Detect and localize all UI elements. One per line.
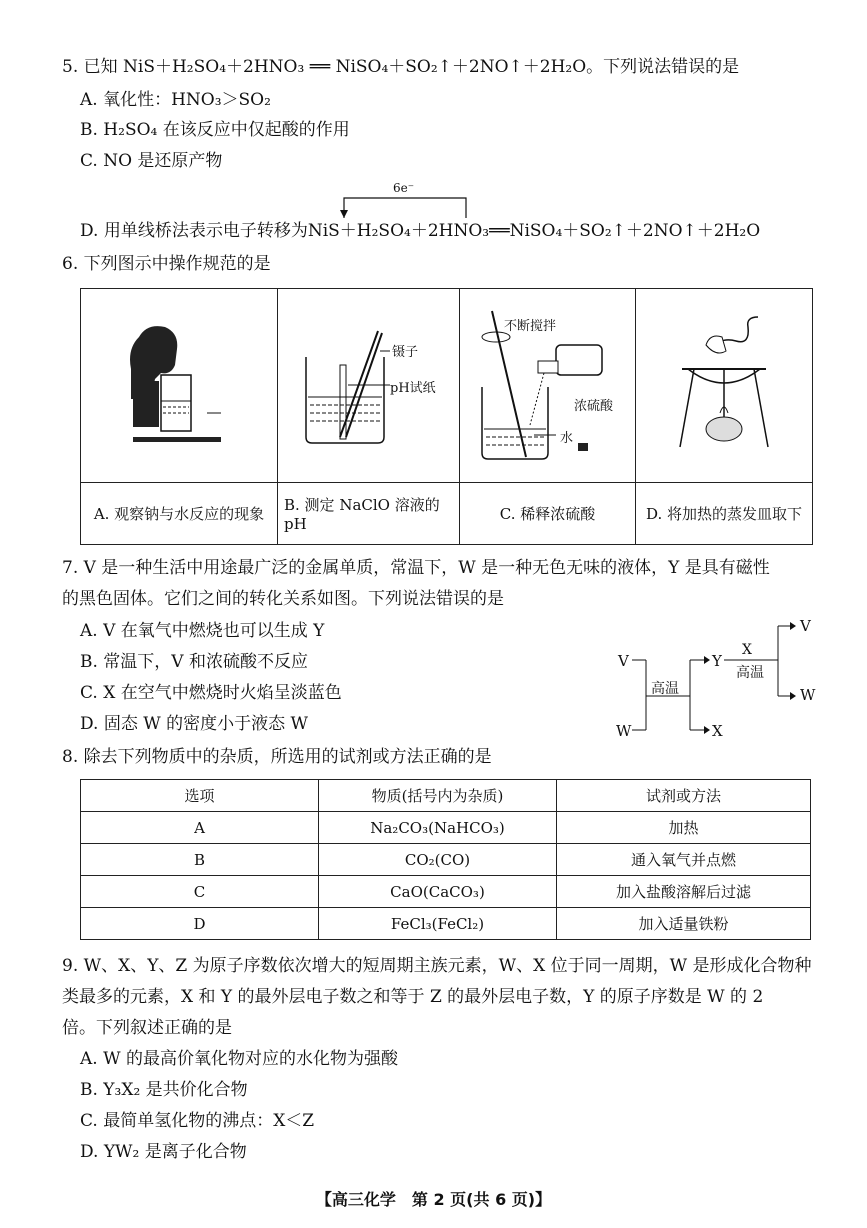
stir-label: 不断搅拌 <box>504 319 557 334</box>
q5-option-c: C. NO 是还原产物 <box>80 151 223 171</box>
q9-stem-line3: 倍。下列叙述正确的是 <box>62 1018 232 1038</box>
table-row <box>81 812 811 844</box>
evaporating-dish-figure <box>636 289 812 482</box>
q6-caption-b: B. 测定 NaClO 溶液的 pH <box>278 482 459 544</box>
q9-option-a: A. W 的最高价氧化物对应的水化物为强酸 <box>80 1049 398 1069</box>
header-method: 试剂或方法 <box>557 780 811 812</box>
header-substance: 物质(括号内为杂质) <box>319 780 557 812</box>
electron-count-label: 6e⁻ <box>393 181 415 195</box>
q6-figure-table <box>80 288 813 545</box>
q6-caption-d: D. 将加热的蒸发皿取下 <box>636 482 812 544</box>
table-header-row <box>81 780 811 812</box>
row-b-substance: CO₂(CO) <box>319 844 557 876</box>
q5-stem: 5. 已知 NiS＋H₂SO₄＋2HNO₃ ══ NiSO₄＋SO₂↑＋2NO↑＋2H₂O。下列说法错误的是 <box>62 57 740 77</box>
row-a-method: 加热 <box>557 812 811 844</box>
row-b-method: 通入氧气并点燃 <box>557 844 811 876</box>
q9-stem-line1: 9. W、X、Y、Z 为原子序数依次增大的短周期主族元素，W、X 位于同一周期，W 是形成化合物种 <box>62 956 812 976</box>
diagram-out-v: V <box>800 617 811 635</box>
observe-sodium-figure <box>81 289 278 482</box>
diagram-cond-1: 高温 <box>651 681 679 697</box>
q8-table <box>80 779 811 940</box>
row-a-substance: Na₂CO₃(NaHCO₃) <box>319 812 557 844</box>
q7-option-a: A. V 在氧气中燃烧也可以生成 Y <box>80 621 325 641</box>
ph-paper-label: pH试纸 <box>390 381 436 396</box>
q7-option-b: B. 常温下，V 和浓硫酸不反应 <box>80 652 308 672</box>
q5-option-a: A. 氧化性：HNO₃＞SO₂ <box>80 90 271 110</box>
q9-stem-line2: 类最多的元素，X 和 Y 的最外层电子数之和等于 Z 的最外层电子数，Y 的原子序数是 W 的 2 <box>62 987 764 1007</box>
q7-stem-line2: 的黑色固体。它们之间的转化关系如图。下列说法错误的是 <box>62 589 504 609</box>
q8-stem: 8. 除去下列物质中的杂质，所选用的试剂或方法正确的是 <box>62 747 492 767</box>
row-d-method: 加入适量铁粉 <box>557 908 811 940</box>
q6-cell-d <box>636 289 812 544</box>
q9-option-b: B. Y₃X₂ 是共价化合物 <box>80 1080 248 1100</box>
row-c-option: C <box>81 876 319 908</box>
row-d-substance: FeCl₃(FeCl₂) <box>319 908 557 940</box>
row-b-option: B <box>81 844 319 876</box>
row-d-option: D <box>81 908 319 940</box>
q5-option-b: B. H₂SO₄ 在该反应中仅起酸的作用 <box>80 120 350 140</box>
q6-cell-c <box>460 289 636 544</box>
diagram-w: W <box>616 722 632 740</box>
q7-option-d: D. 固态 W 的密度小于液态 W <box>80 714 308 734</box>
diagram-v: V <box>618 652 629 670</box>
table-row <box>81 876 811 908</box>
row-a-option: A <box>81 812 319 844</box>
row-c-substance: CaO(CaCO₃) <box>319 876 557 908</box>
q6-caption-c: C. 稀释浓硫酸 <box>460 482 635 544</box>
page-footer: 【高三化学 第 2 页(共 6 页)】 <box>315 1190 552 1209</box>
table-row <box>81 844 811 876</box>
conc-acid-label: 浓硫酸 <box>574 399 614 414</box>
q5-option-d: D. 用单线桥法表示电子转移为NiS＋H₂SO₄＋2HNO₃══NiSO₄＋SO₂↑＋2NO↑＋2H₂O <box>80 221 761 241</box>
tweezers-label: 镊子 <box>392 345 419 360</box>
q6-stem: 6. 下列图示中操作规范的是 <box>62 254 271 274</box>
q9-option-c: C. 最简单氢化物的沸点：X＜Z <box>80 1111 315 1131</box>
q7-stem-line1: 7. V 是一种生活中用途最广泛的金属单质，常温下，W 是一种无色无味的液体，Y 是具有磁性 <box>62 558 770 578</box>
row-c-method: 加入盐酸溶解后过滤 <box>557 876 811 908</box>
diagram-y: Y <box>712 652 722 670</box>
q7-option-c: C. X 在空气中燃烧时火焰呈淡蓝色 <box>80 683 342 703</box>
diagram-out-w: W <box>800 686 816 704</box>
q6-cell-a <box>81 289 278 544</box>
q6-caption-a: A. 观察钠与水反应的现象 <box>81 482 277 544</box>
table-row <box>81 908 811 940</box>
diagram-reagent-x: X <box>742 642 752 658</box>
diagram-x: X <box>712 722 723 740</box>
q6-cell-b <box>278 289 460 544</box>
header-option: 选项 <box>81 780 319 812</box>
diagram-cond-2: 高温 <box>736 665 764 681</box>
water-label: 水 <box>560 431 574 446</box>
q9-option-d: D. YW₂ 是离子化合物 <box>80 1142 247 1162</box>
